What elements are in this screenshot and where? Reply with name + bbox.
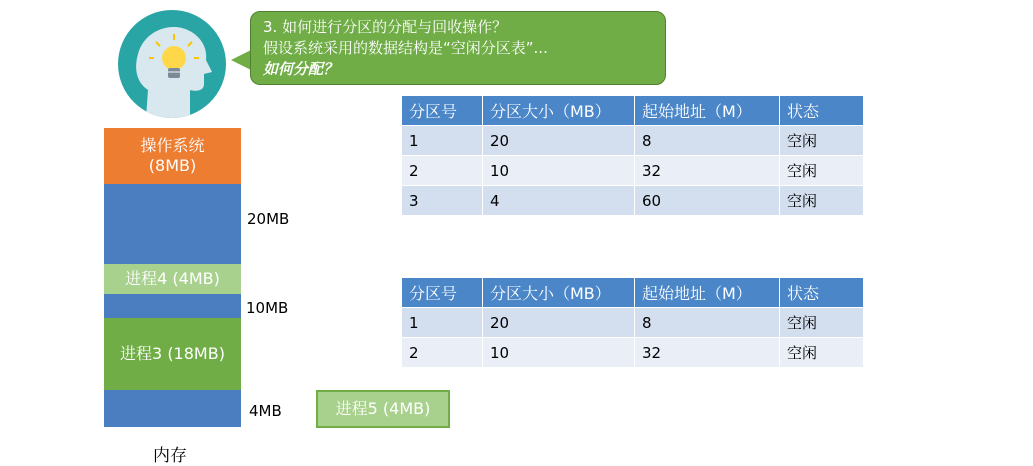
speech-bubble [250, 11, 666, 85]
free-size-label-20mb: 20MB [247, 210, 290, 228]
header-status: 状态 [780, 96, 864, 126]
sub-question-line: 如何分配？ [263, 60, 339, 78]
memory-block-free-20mb [104, 184, 241, 264]
table-row [402, 338, 864, 368]
cell: 空闲 [780, 186, 864, 216]
memory-block-process3: 进程3 (18MB) [104, 318, 241, 390]
cell: 2 [402, 156, 483, 186]
speech-bubble-tail [231, 50, 251, 70]
header-status: 状态 [780, 278, 864, 308]
header-partition-no: 分区号 [402, 96, 483, 126]
free-size-label-4mb: 4MB [249, 402, 282, 420]
cell: 8 [635, 308, 780, 338]
cell: 60 [635, 186, 780, 216]
header-start-address: 起始地址（M） [635, 278, 780, 308]
cell: 8 [635, 126, 780, 156]
table-row [402, 126, 864, 156]
cell: 20 [483, 308, 635, 338]
table-row [402, 186, 864, 216]
cell: 3 [402, 186, 483, 216]
memory-block-free-10mb [104, 294, 241, 318]
free-partition-table-before [401, 95, 864, 216]
question-line: 3. 如何进行分区的分配与回收操作？ [263, 18, 508, 36]
cell: 空闲 [780, 308, 864, 338]
memory-caption: 内存 [153, 446, 187, 466]
cell: 10 [483, 338, 635, 368]
assumption-line: 假设系统采用的数据结构是“空闲分区表”... [263, 39, 548, 57]
cell: 2 [402, 338, 483, 368]
memory-block-free-4mb [104, 390, 241, 427]
cell: 空闲 [780, 338, 864, 368]
cell: 空闲 [780, 156, 864, 186]
cell: 4 [483, 186, 635, 216]
header-partition-size: 分区大小（MB） [483, 96, 635, 126]
process5-block: 进程5 (4MB) [316, 390, 450, 428]
cell: 20 [483, 126, 635, 156]
cell: 32 [635, 338, 780, 368]
os-size: (8MB) [148, 156, 197, 175]
head-lightbulb-icon [118, 10, 226, 118]
os-label: 操作系统 [140, 136, 205, 155]
cell: 10 [483, 156, 635, 186]
memory-block-os [104, 128, 241, 184]
table-row [402, 308, 864, 338]
memory-block-process4: 进程4 (4MB) [104, 264, 241, 294]
header-start-address: 起始地址（M） [635, 96, 780, 126]
header-partition-no: 分区号 [402, 278, 483, 308]
table-row [402, 156, 864, 186]
header-partition-size: 分区大小（MB） [483, 278, 635, 308]
table-header-row [402, 96, 864, 126]
cell: 1 [402, 126, 483, 156]
cell: 空闲 [780, 126, 864, 156]
cell: 32 [635, 156, 780, 186]
table-header-row [402, 278, 864, 308]
free-partition-table-after [401, 277, 864, 368]
free-size-label-10mb: 10MB [246, 299, 289, 317]
cell: 1 [402, 308, 483, 338]
